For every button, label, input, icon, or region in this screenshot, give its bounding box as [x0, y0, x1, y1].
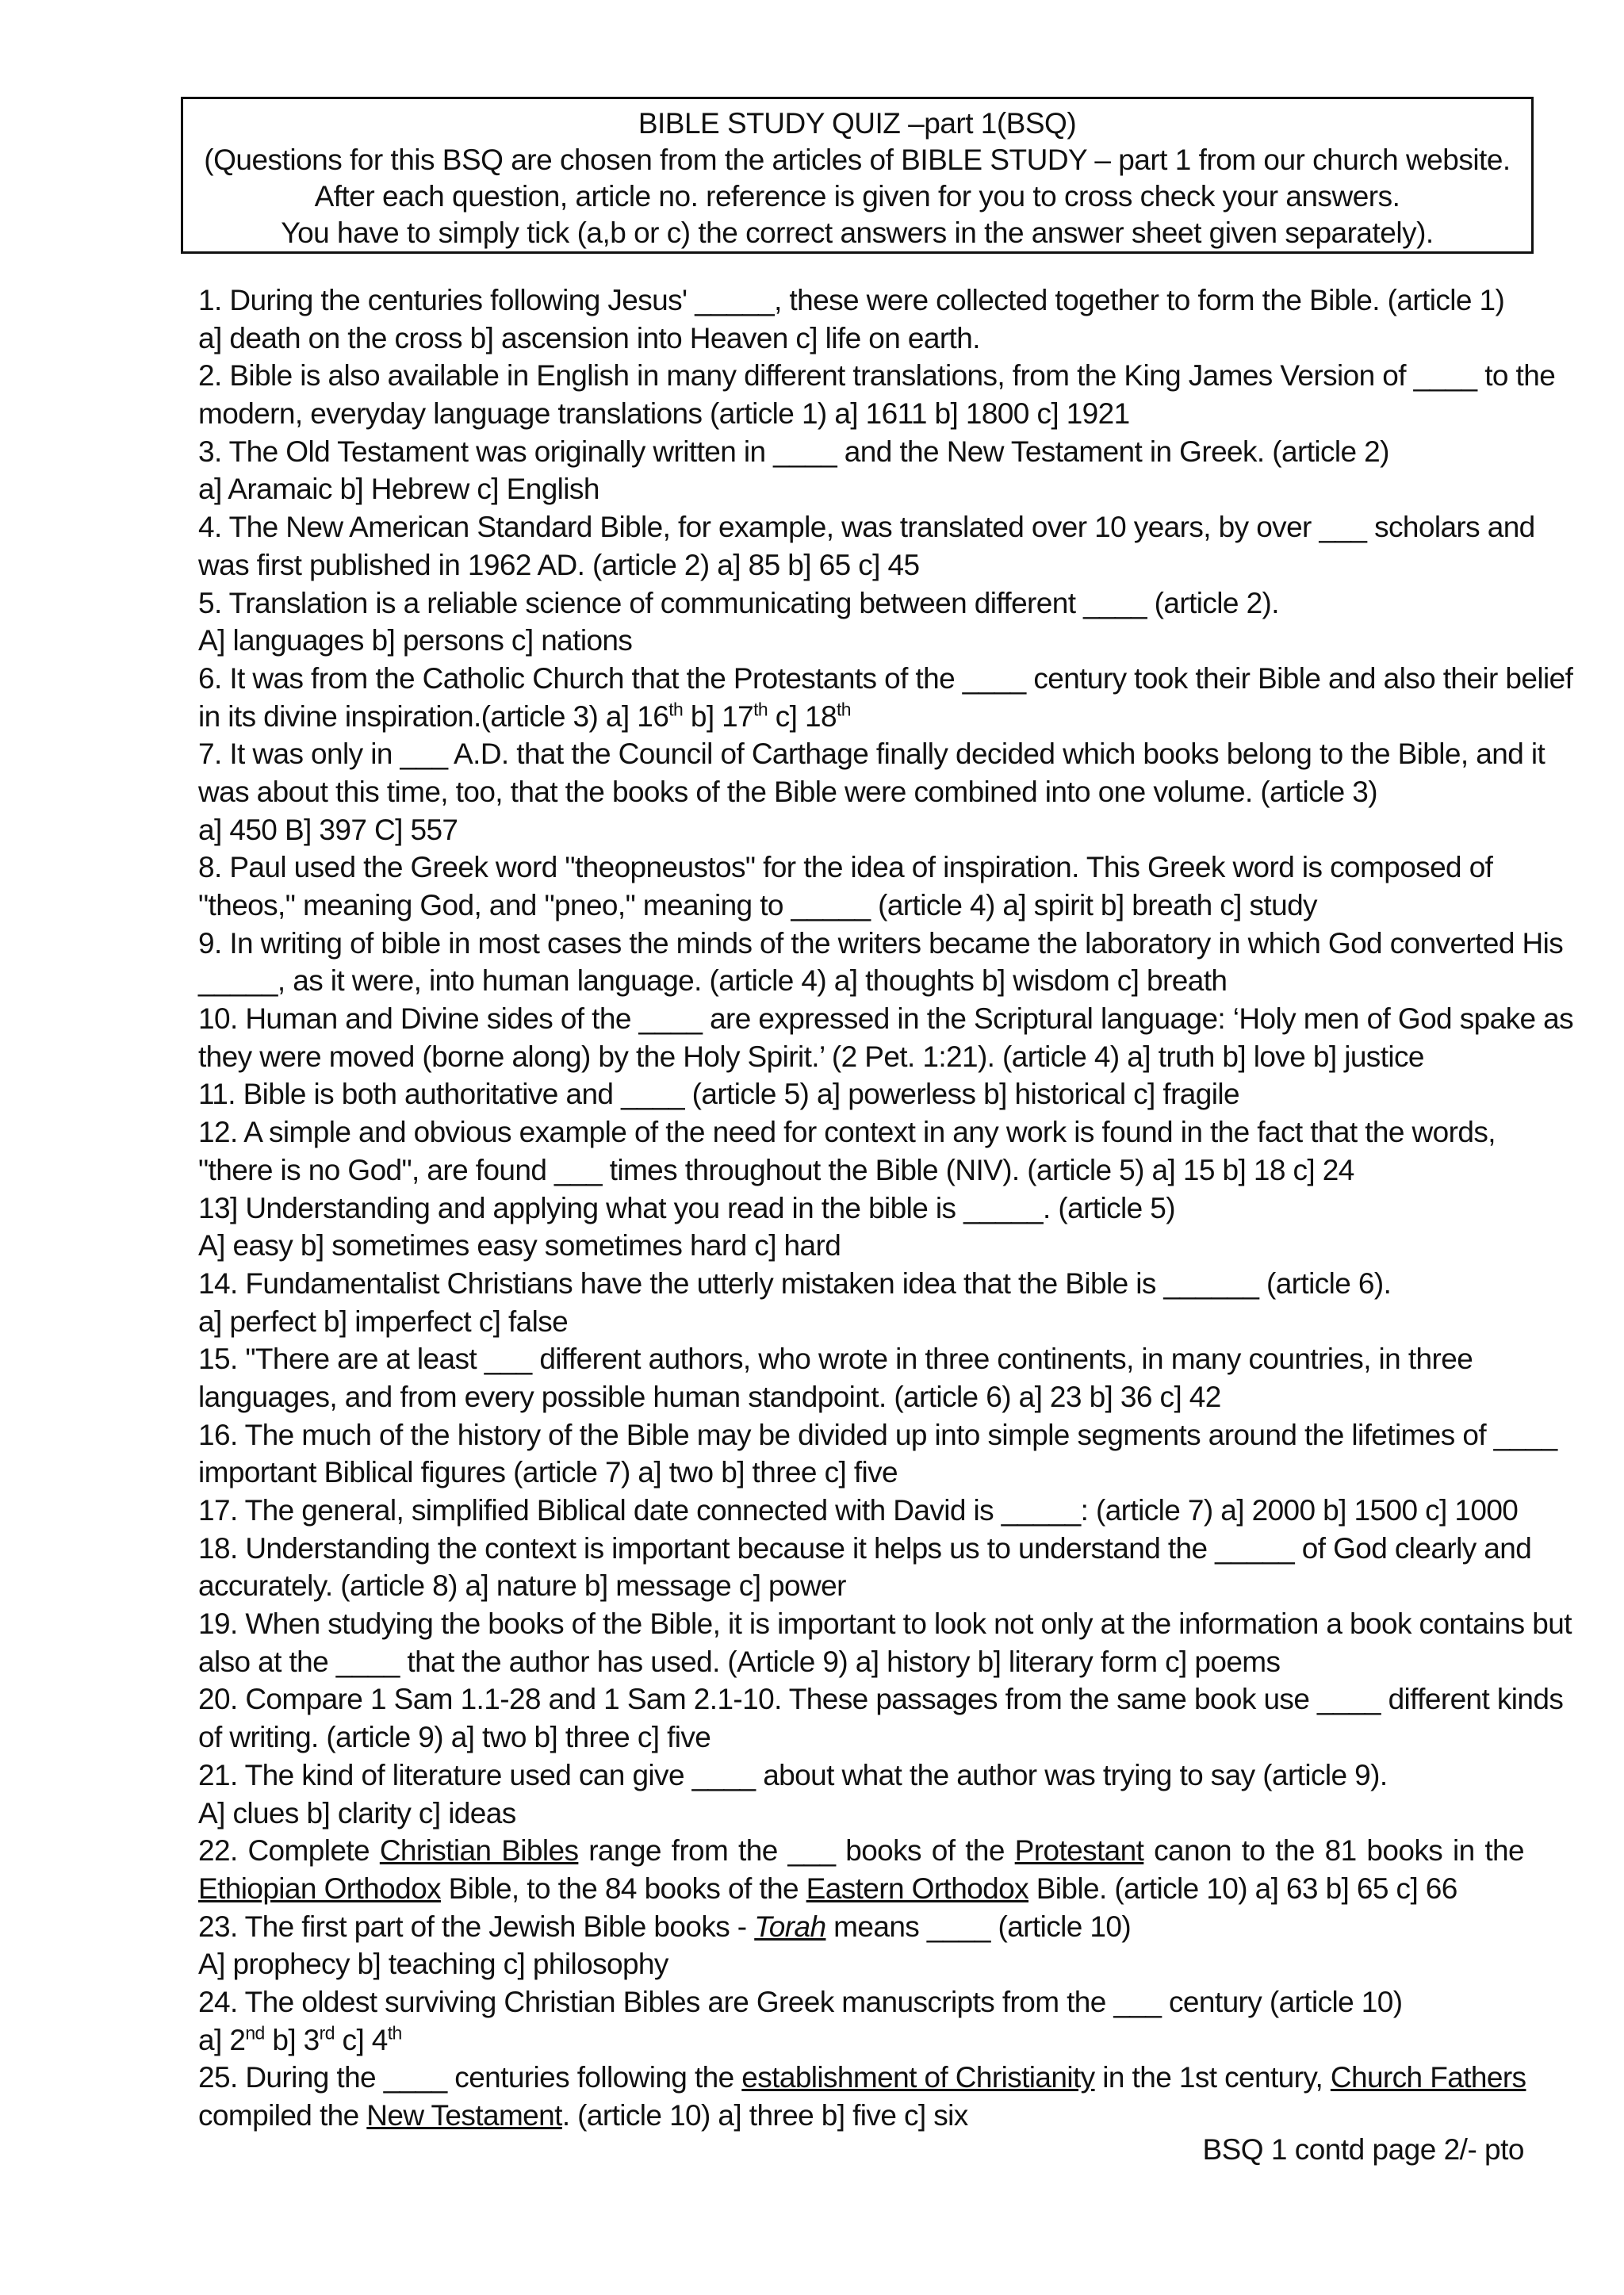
- question-5: 5. Translation is a reliable science of communicating between different ____ (article 2).: [198, 586, 1279, 619]
- question-10-cont: they were moved (borne along) by the Holy Spirit.’ (2 Pet. 1:21). (article 4) a] truth b] love b] justice: [198, 1040, 1424, 1073]
- question-9-cont: _____, as it were, into human language. (article 4) a] thoughts b] wisdom c] breath: [198, 964, 1228, 998]
- text-span: in its divine inspiration.(article 3) a] 16: [198, 699, 669, 733]
- question-19: 19. When studying the books of the Bible, it is important to look not only at the information a book contains but: [198, 1607, 1572, 1641]
- text-span: b] 17: [683, 699, 754, 733]
- quiz-intro-line-1: (Questions for this BSQ are chosen from the articles of BIBLE STUDY – part 1 from our church website.: [204, 144, 1511, 176]
- question-25-cont: [198, 2097, 1524, 2135]
- question-14-options: a] perfect b] imperfect c] false: [198, 1305, 569, 1338]
- question-23: [198, 1908, 1524, 1946]
- question-20-cont: of writing. (article 9) a] two b] three c] five: [198, 1721, 711, 1754]
- text-span: c] 4: [334, 2023, 388, 2056]
- question-8: 8. Paul used the Greek word "theopneustos" for the idea of inspiration. This Greek word is composed of: [198, 851, 1493, 884]
- text-span: range from the ___ books of the: [578, 1834, 1015, 1868]
- question-16-cont: important Biblical figures (article 7) a] two b] three c] five: [198, 1456, 898, 1489]
- question-12-cont: "there is no God", are found ___ times throughout the Bible (NIV). (article 5) a] 15 b] 18 c] 24: [198, 1153, 1354, 1186]
- question-18-cont: accurately. (article 8) a] nature b] message c] power: [198, 1569, 846, 1603]
- link-eastern-orthodox[interactable]: Eastern Orthodox: [806, 1872, 1029, 1905]
- quiz-title: BIBLE STUDY QUIZ –part 1(BSQ): [638, 107, 1077, 140]
- superscript: th: [836, 699, 851, 720]
- question-9: 9. In writing of bible in most cases the minds of the writers became the laboratory in which God converted His: [198, 926, 1564, 960]
- question-25: [198, 2059, 1524, 2097]
- question-20: 20. Compare 1 Sam 1.1-28 and 1 Sam 2.1-10. These passages from the same book use ____ different kinds: [198, 1683, 1564, 1716]
- question-1: 1. During the centuries following Jesus' _____, these were collected together to form the Bible. (article 1): [198, 284, 1505, 316]
- question-10: 10. Human and Divine sides of the ____ are expressed in the Scriptural language: ‘Holy men of God spake as: [198, 1002, 1574, 1036]
- question-15: 15. "There are at least ___ different authors, who wrote in three continents, in many countries, in three: [198, 1343, 1473, 1376]
- question-23-options: A] prophecy b] teaching c] philosophy: [198, 1948, 668, 1981]
- question-16: 16. The much of the history of the Bible may be divided up into simple segments around the lifetimes of ____: [198, 1418, 1557, 1451]
- text-span: 22. Complete: [198, 1834, 380, 1868]
- quiz-header-box: [181, 97, 1534, 254]
- text-span: canon to the 81 books in the: [1143, 1834, 1524, 1868]
- question-14: 14. Fundamentalist Christians have the utterly mistaken idea that the Bible is ______ (article 6).: [198, 1266, 1392, 1300]
- superscript: nd: [245, 2022, 265, 2044]
- question-22-cont: [198, 1870, 1524, 1908]
- question-2-cont: modern, everyday language translations (article 1) a] 1611 b] 1800 c] 1921: [198, 397, 1130, 431]
- question-list: [198, 282, 1574, 2135]
- question-13-options: A] easy b] sometimes easy sometimes hard c] hard: [198, 1229, 841, 1262]
- text-span: 23. The first part of the Jewish Bible books -: [198, 1910, 755, 1943]
- text-span: Bible. (article 10) a] 63 b] 65 c] 66: [1028, 1872, 1457, 1905]
- question-12: 12. A simple and obvious example of the need for context in any work is found in the fact that the words,: [198, 1116, 1496, 1149]
- page-footer: BSQ 1 contd page 2/- pto: [1202, 2133, 1524, 2166]
- question-7-cont: was about this time, too, that the books of the Bible were combined into one volume. (article 3): [198, 775, 1377, 808]
- link-establishment-of-christianity[interactable]: establishment of Christianity: [741, 2061, 1095, 2094]
- question-3: 3. The Old Testament was originally written in ____ and the New Testament in Greek. (article 2): [198, 435, 1389, 468]
- text-span: . (article 10) a] three b] five c] six: [561, 2099, 968, 2132]
- question-2: 2. Bible is also available in English in many different translations, from the King James Version of ____ to the: [198, 359, 1556, 393]
- question-13: 13] Understanding and applying what you read in the bible is _____. (article 5): [198, 1191, 1175, 1224]
- quiz-intro-line-2: After each question, article no. reference is given for you to cross check your answers.: [314, 180, 1400, 213]
- question-7: 7. It was only in ___ A.D. that the Council of Carthage finally decided which books belong to the Bible, and it: [198, 738, 1545, 771]
- question-21-options: A] clues b] clarity c] ideas: [198, 1796, 516, 1829]
- question-7-options: a] 450 B] 397 C] 557: [198, 813, 458, 846]
- superscript: th: [387, 2022, 402, 2044]
- question-18: 18. Understanding the context is important because it helps us to understand the _____ of God clearly and: [198, 1531, 1532, 1565]
- link-new-testament[interactable]: New Testament: [366, 2099, 562, 2132]
- question-19-cont: also at the ____ that the author has used. (Article 9) a] history b] literary form c] poems: [198, 1645, 1281, 1678]
- question-3-options: a] Aramaic b] Hebrew c] English: [198, 473, 599, 506]
- link-protestant[interactable]: Protestant: [1014, 1834, 1144, 1868]
- question-24: 24. The oldest surviving Christian Bibles are Greek manuscripts from the ___ century (article 10): [198, 1985, 1403, 2018]
- text-span: means ____ (article 10): [825, 1910, 1132, 1943]
- question-17: 17. The general, simplified Biblical date connected with David is _____: (article 7) a] 2000 b] 1500 c] 1000: [198, 1494, 1519, 1527]
- question-5-options: A] languages b] persons c] nations: [198, 624, 633, 657]
- text-span: 25. During the ____ centuries following the: [198, 2061, 742, 2094]
- question-22: [198, 1832, 1524, 1870]
- quiz-intro-line-3: You have to simply tick (a,b or c) the correct answers in the answer sheet given separately).: [281, 216, 1434, 249]
- text-span: b] 3: [264, 2023, 320, 2056]
- question-1-options: a] death on the cross b] ascension into Heaven c] life on earth.: [198, 321, 980, 354]
- superscript: th: [668, 699, 684, 720]
- text-span: compiled the: [198, 2099, 367, 2132]
- link-christian-bibles[interactable]: Christian Bibles: [379, 1834, 579, 1868]
- question-6: 6. It was from the Catholic Church that the Protestants of the ____ century took their Bible and also their belief: [198, 661, 1573, 695]
- link-torah[interactable]: Torah: [754, 1910, 826, 1943]
- question-24-options: [198, 2021, 1524, 2059]
- text-span: a] 2: [198, 2023, 246, 2056]
- superscript: th: [753, 699, 768, 720]
- question-8-cont: "theos," meaning God, and "pneo," meaning to _____ (article 4) a] spirit b] breath c] study: [198, 889, 1317, 921]
- text-span: in the 1st century,: [1094, 2061, 1331, 2094]
- question-4: 4. The New American Standard Bible, for example, was translated over 10 years, by over ___ scholars and: [198, 511, 1535, 544]
- question-6-cont: [198, 698, 1524, 736]
- question-4-cont: was first published in 1962 AD. (article 2) a] 85 b] 65 c] 45: [198, 548, 920, 581]
- question-15-cont: languages, and from every possible human standpoint. (article 6) a] 23 b] 36 c] 42: [198, 1380, 1221, 1413]
- link-church-fathers[interactable]: Church Fathers: [1330, 2061, 1526, 2094]
- text-span: c] 18: [768, 699, 837, 733]
- question-21: 21. The kind of literature used can give ____ about what the author was trying to say (article 9).: [198, 1758, 1388, 1791]
- superscript: rd: [319, 2022, 335, 2044]
- question-11: 11. Bible is both authoritative and ____ (article 5) a] powerless b] historical c] fragile: [198, 1078, 1239, 1111]
- text-span: Bible, to the 84 books of the: [440, 1872, 806, 1905]
- link-ethiopian-orthodox[interactable]: Ethiopian Orthodox: [198, 1872, 441, 1905]
